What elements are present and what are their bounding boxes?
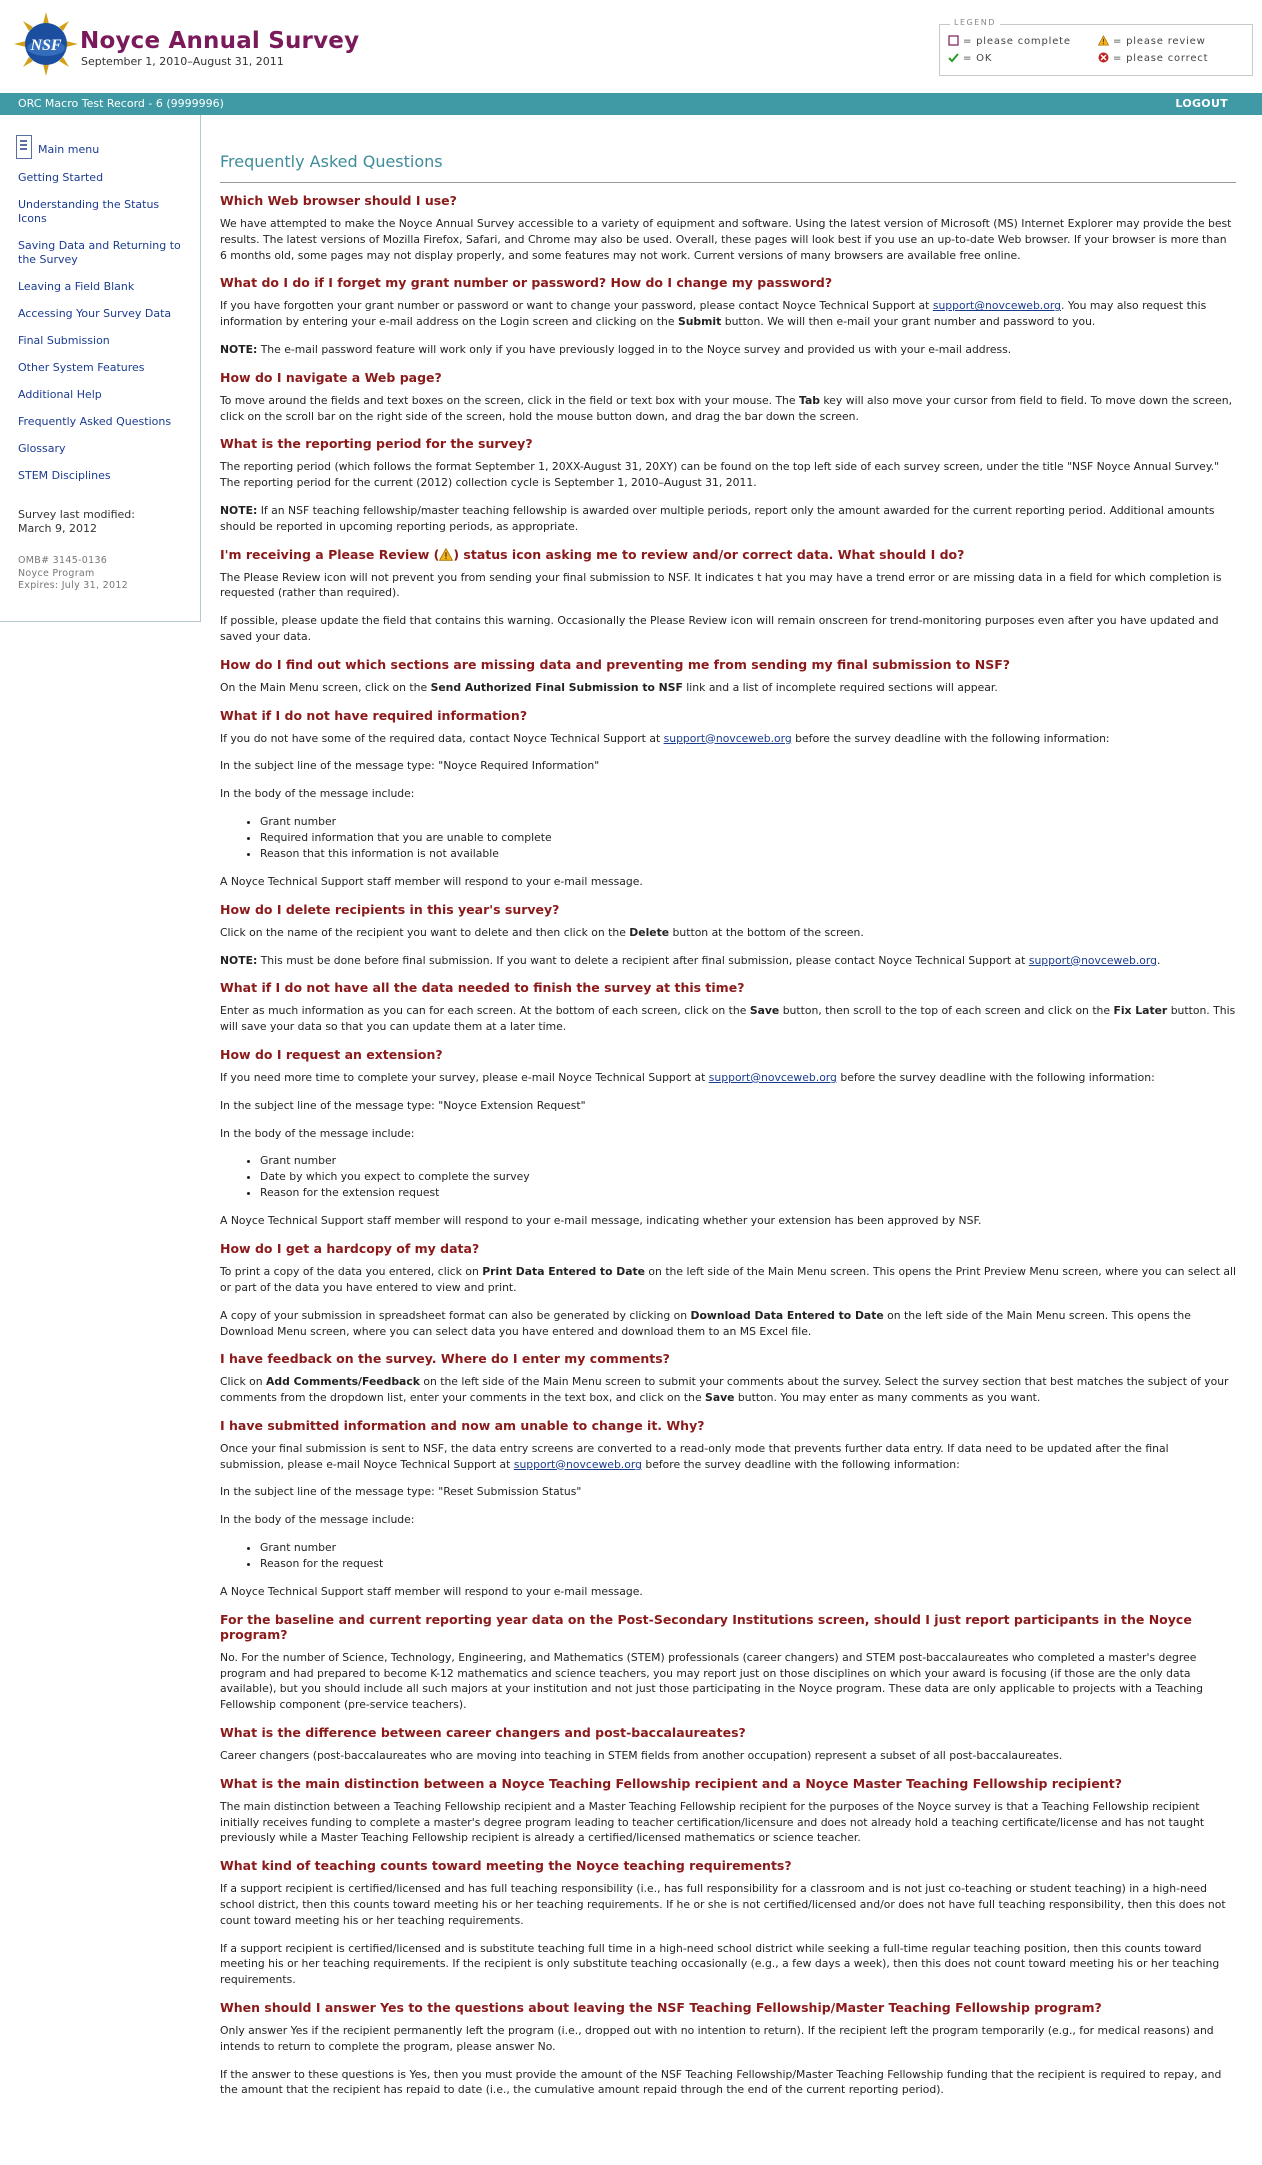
question-heading: I have submitted information and now am unable to change it. Why? [220, 1417, 705, 1433]
page-title: Frequently Asked Questions [220, 152, 1236, 183]
legend-please-complete: = please complete [948, 35, 1071, 47]
last-modified-date: March 9, 2012 [18, 522, 98, 535]
answer-paragraph: If you have forgotten your grant number or password or want to change your password, please contact Noyce Technical Support at support@novceweb.org. You may also request this information by entering your e-mail address on the Login screen and clicking on the Submit button. We will then e-mail your grant number and password to you. [220, 299, 1207, 329]
answer-paragraph: In the body of the message include: [220, 1126, 415, 1140]
record-label: ORC Macro Test Record - 6 (9999996) [18, 97, 224, 110]
answer-paragraph: The Please Review icon will not prevent you from sending your final submission to NSF. It indicates t hat you may have a trend error or are missing data in a field for which completion is requested (rather than required). [220, 570, 1222, 600]
answer-paragraph: A Noyce Technical Support staff member will respond to your e-mail message. [220, 874, 643, 888]
reporting-period: September 1, 2010–August 31, 2011 [81, 55, 284, 68]
bullet-list [220, 1153, 1236, 1201]
legend [939, 18, 1253, 76]
omb-info [18, 555, 128, 593]
answer-paragraph: In the body of the message include: [220, 1513, 415, 1527]
answer-paragraph: If a support recipient is certified/licensed and has full teaching responsibility (i.e., has full responsibility for a classroom and is not just co-teaching or student teaching) in a high-need school district, then this counts toward meeting his or her teaching requirements. If he or she is not certified/licensed and/or does not have full teaching responsibility, then this does not count toward meeting his or her teaching requirements. [220, 1882, 1226, 1927]
support-email-link[interactable]: support@novceweb.org [708, 1070, 837, 1084]
sidebar-item-glossary[interactable]: Glossary [18, 442, 66, 455]
answer-paragraph: In the body of the message include: [220, 787, 415, 801]
list-item: • Grant number [260, 1540, 1236, 1556]
last-modified-label: Survey last modified: [18, 508, 135, 521]
answer-paragraph: On the Main Menu screen, click on the Send Authorized Final Submission to NSF link and a list of incomplete required sections will appear. [220, 680, 998, 694]
question-heading: How do I request an extension? [220, 1046, 443, 1062]
list-item: • Reason for the extension request [260, 1185, 1236, 1201]
answer-paragraph: No. For the number of Science, Technology, Engineering, and Mathematics (STEM) professionals (career changers) and STEM post-baccalaureates who completed a master's degree program and had prepared to become K-12 mathematics and science teachers, you may report just on those disciplines on which your award is focusing (if those are the only data available), but you should include all such majors at your institution and not just those participating in the Noyce program. These data are only applicable to projects with a Teaching Fellowship component (pre-service teachers). [220, 1650, 1203, 1712]
expiration: Expires: July 31, 2012 [18, 580, 129, 591]
question-heading: How do I find out which sections are missing data and preventing me from sending my final submission to NSF? [220, 656, 1011, 672]
answer-paragraph: Only answer Yes if the recipient permanently left the program (i.e., dropped out with no intention to return). If the recipient left the program temporarily (e.g., for medical reasons) and intends to return to complete the program, please answer No. [220, 2024, 1214, 2053]
answer-paragraph: Once your final submission is sent to NSF, the data entry screens are converted to a read-only mode that prevents further data entry. If data need to be updated after the final submission, please e-mail Noyce Technical Support at support@novceweb.org before the survey deadline with the following information: [220, 1441, 1169, 1471]
answer-paragraph: Career changers (post-baccalaureates who are moving into teaching in STEM fields from another occupation) represent a subset of all post-baccalaureates. [220, 1749, 1063, 1763]
question-heading: What is the main distinction between a Noyce Teaching Fellowship recipient and a Noyce Master Teaching Fellowship recipient? [220, 1775, 1122, 1791]
answer-paragraph: A Noyce Technical Support staff member will respond to your e-mail message. [220, 1585, 643, 1599]
warning-icon [439, 548, 453, 561]
sidebar-item-saving-data[interactable]: Saving Data and Returning to the Survey [18, 239, 181, 266]
main-content [220, 148, 1236, 2110]
error-x-icon [1098, 52, 1109, 63]
answer-paragraph: We have attempted to make the Noyce Annual Survey accessible to a variety of equipment and software. Using the latest version of Microsoft (MS) Internet Explorer may provide the best results. The latest versions of Mozilla Firefox, Safari, and Chrome may also be used. Overall, these pages will look best if you use an up-to-date Web browser. If your browser is more than 6 months old, some pages may not display properly, and some features may not work. Current versions of many browsers are available free online. [220, 217, 1232, 262]
legend-ok: = OK [948, 52, 992, 64]
question-heading: How do I navigate a Web page? [220, 369, 442, 385]
list-item: • Reason that this information is not available [260, 846, 1236, 862]
answer-paragraph: The main distinction between a Teaching Fellowship recipient and a Master Teaching Fellowship recipient for the purposes of the Noyce survey is that a Teaching Fellowship recipient initially receives funding to complete a master's degree program leading to teacher certification/licensure and does not already hold a teaching certificate/license and has not taught previously while a Master Teaching Fellowship recipient is already a certified/licensed mathematics or science teacher. [220, 1799, 1205, 1845]
program-name: Noyce Program [18, 567, 95, 579]
answer-paragraph: If you need more time to complete your survey, please e-mail Noyce Technical Support at support@novceweb.org before the survey deadline with the following information: [220, 1070, 1155, 1084]
support-email-link[interactable]: support@novceweb.org [663, 731, 792, 745]
answer-paragraph: Enter as much information as you can for each screen. At the bottom of each screen, click on the Save button, then scroll to the top of each screen and click on the Fix Later button. This will save your data so that you can update them at a later time. [220, 1004, 1236, 1034]
question-heading: What if I do not have all the data needed to finish the survey at this time? [220, 980, 745, 996]
main-menu-link[interactable]: Main menu [16, 135, 99, 159]
question-heading: What do I do if I forget my grant number or password? How do I change my password? [220, 275, 833, 291]
legend-please-correct: = please correct [1098, 52, 1208, 64]
sidebar-item-additional-help[interactable]: Additional Help [18, 388, 102, 401]
list-item: • Grant number [260, 814, 1236, 830]
question-heading: How do I delete recipients in this year's survey? [220, 901, 560, 917]
sidebar [0, 115, 201, 622]
answer-paragraph: Click on the name of the recipient you want to delete and then click on the Delete button at the bottom of the screen. [220, 925, 864, 939]
question-heading: How do I get a hardcopy of my data? [220, 1241, 480, 1257]
answer-paragraph: A copy of your submission in spreadsheet format can also be generated by clicking on Download Data Entered to Date on the left side of the Main Menu screen. This opens the Download Menu screen, where you can select data you have entered and download them to an MS Excel file. [220, 1308, 1191, 1338]
answer-paragraph: In the subject line of the message type: "Noyce Required Information" [220, 759, 600, 773]
question-heading: What is the reporting period for the survey? [220, 436, 533, 452]
sidebar-item-other-features[interactable]: Other System Features [18, 361, 145, 374]
answer-paragraph: If the answer to these questions is Yes, then you must provide the amount of the NSF Teaching Fellowship/Master Teaching Fellowship funding that the recipient is required to repay, and the amount that the recipient has repaid to date (i.e., the cumulative amount repaid through the end of the current reporting period). [220, 2067, 1222, 2097]
sidebar-item-accessing-data[interactable]: Accessing Your Survey Data [18, 307, 172, 320]
answer-paragraph: The reporting period (which follows the format September 1, 20XX-August 31, 20XY) can be found on the top left side of each survey screen, under the title "NSF Noyce Annual Survey." The reporting period for the current (2012) collection cycle is September 1, 2010–August 31, 2011. [220, 460, 1220, 490]
bullet-list [220, 814, 1236, 862]
sidebar-item-final-submission[interactable]: Final Submission [18, 334, 110, 347]
answer-paragraph: To move around the fields and text boxes on the screen, click in the field or text box with your mouse. The Tab key will also move your cursor from field to field. To move down the screen, click on the scroll bar on the right side of the screen, hold the mouse button down, and drag the bar down the screen. [220, 393, 1233, 423]
list-item: • Required information that you are unable to complete [260, 830, 1236, 846]
sidebar-item-status-icons[interactable]: Understanding the Status Icons [18, 198, 160, 225]
sidebar-item-leaving-blank[interactable]: Leaving a Field Blank [18, 280, 135, 293]
logo-text: NSF [30, 37, 62, 54]
site-title: Noyce Annual Survey [80, 28, 360, 54]
sidebar-nav [18, 171, 188, 496]
bullet-list [220, 1540, 1236, 1572]
sidebar-item-stem-disciplines[interactable]: STEM Disciplines [18, 469, 111, 482]
question-heading: I'm receiving a Please Review ( ) status icon asking me to review and/or correct data. What should I do? [220, 546, 965, 562]
question-heading: What if I do not have required information? [220, 707, 528, 723]
answer-note: NOTE: The e-mail password feature will work only if you have previously logged in to the Noyce survey and provided us with your e-mail address. [220, 342, 1012, 356]
answer-paragraph: In the subject line of the message type: "Reset Submission Status" [220, 1485, 582, 1499]
sidebar-item-getting-started[interactable]: Getting Started [18, 171, 104, 184]
answer-paragraph: If you do not have some of the required data, contact Noyce Technical Support at support@novceweb.org before the survey deadline with the following information: [220, 731, 1110, 745]
nsf-logo [14, 12, 78, 76]
legend-title: LEGEND [950, 18, 1000, 27]
question-heading: Which Web browser should I use? [220, 193, 457, 208]
answer-paragraph: If possible, please update the field that contains this warning. Occasionally the Please Review icon will remain onscreen for trend-monitoring purposes even after you have updated and saved your data. [220, 614, 1219, 643]
answer-note: NOTE: This must be done before final submission. If you want to delete a recipient after final submission, please contact Noyce Technical Support at support@novceweb.org. [220, 953, 1161, 967]
question-heading: When should I answer Yes to the questions about leaving the NSF Teaching Fellowship/Master Teaching Fellowship program? [220, 2000, 1102, 2016]
question-heading: What is the difference between career changers and post-baccalaureates? [220, 1725, 746, 1741]
sidebar-item-faq[interactable]: Frequently Asked Questions [18, 415, 172, 428]
list-item: • Reason for the request [260, 1556, 1236, 1572]
omb-number: OMB# 3145-0136 [18, 555, 108, 566]
logout-link[interactable]: LOGOUT [1175, 97, 1228, 110]
answer-paragraph: If a support recipient is certified/licensed and is substitute teaching full time in a high-need school district while seeking a full-time regular teaching position, then this counts toward meeting his or her teaching requirements. If the recipient is only substitute teaching occasionally (e.g., a few days a week), then this does not count toward meeting his or her teaching requirements. [220, 1941, 1220, 1987]
question-heading: I have feedback on the survey. Where do I enter my comments? [220, 1351, 670, 1367]
last-modified [18, 508, 135, 536]
checkbox-empty-icon [948, 35, 959, 46]
header [0, 0, 1262, 93]
support-email-link[interactable]: support@novceweb.org [513, 1457, 642, 1471]
top-bar [0, 93, 1262, 115]
answer-paragraph: To print a copy of the data you entered, click on Print Data Entered to Date on the left side of the Main Menu screen. This opens the Print Preview Menu screen, where you can select all or part of the data you have entered to view and print. [220, 1265, 1236, 1294]
answer-note: NOTE: If an NSF teaching fellowship/master teaching fellowship is awarded over multiple periods, report only the amount awarded for the current reporting period. Additional amounts should be reported in upcoming reporting periods, as appropriate. [220, 503, 1215, 533]
list-item: • Grant number [260, 1153, 1236, 1169]
answer-paragraph: Click on Add Comments/Feedback on the left side of the Main Menu screen to submit your comments about the survey. Select the survey section that best matches the subject of your comments from the dropdown list, enter your comments in the text box, and click on the Save button. You may enter as many comments as you want. [220, 1375, 1229, 1405]
legend-please-review: = please review [1098, 35, 1206, 47]
question-heading: What kind of teaching counts toward meeting the Noyce teaching requirements? [220, 1858, 792, 1874]
warning-icon [1098, 35, 1109, 46]
question-heading: For the baseline and current reporting year data on the Post-Secondary Institutions screen, should I just report participants in the Noyce program? [220, 1611, 1192, 1642]
list-item: • Date by which you expect to complete the survey [260, 1169, 1236, 1185]
checkmark-icon [948, 52, 959, 63]
answer-paragraph: In the subject line of the message type: "Noyce Extension Request" [220, 1098, 586, 1112]
answer-paragraph: A Noyce Technical Support staff member will respond to your e-mail message, indicating whether your extension has been approved by NSF. [220, 1214, 982, 1228]
document-icon [16, 135, 32, 159]
support-email-link[interactable]: support@novceweb.org [932, 299, 1061, 313]
support-email-link[interactable]: support@novceweb.org [1028, 953, 1157, 967]
